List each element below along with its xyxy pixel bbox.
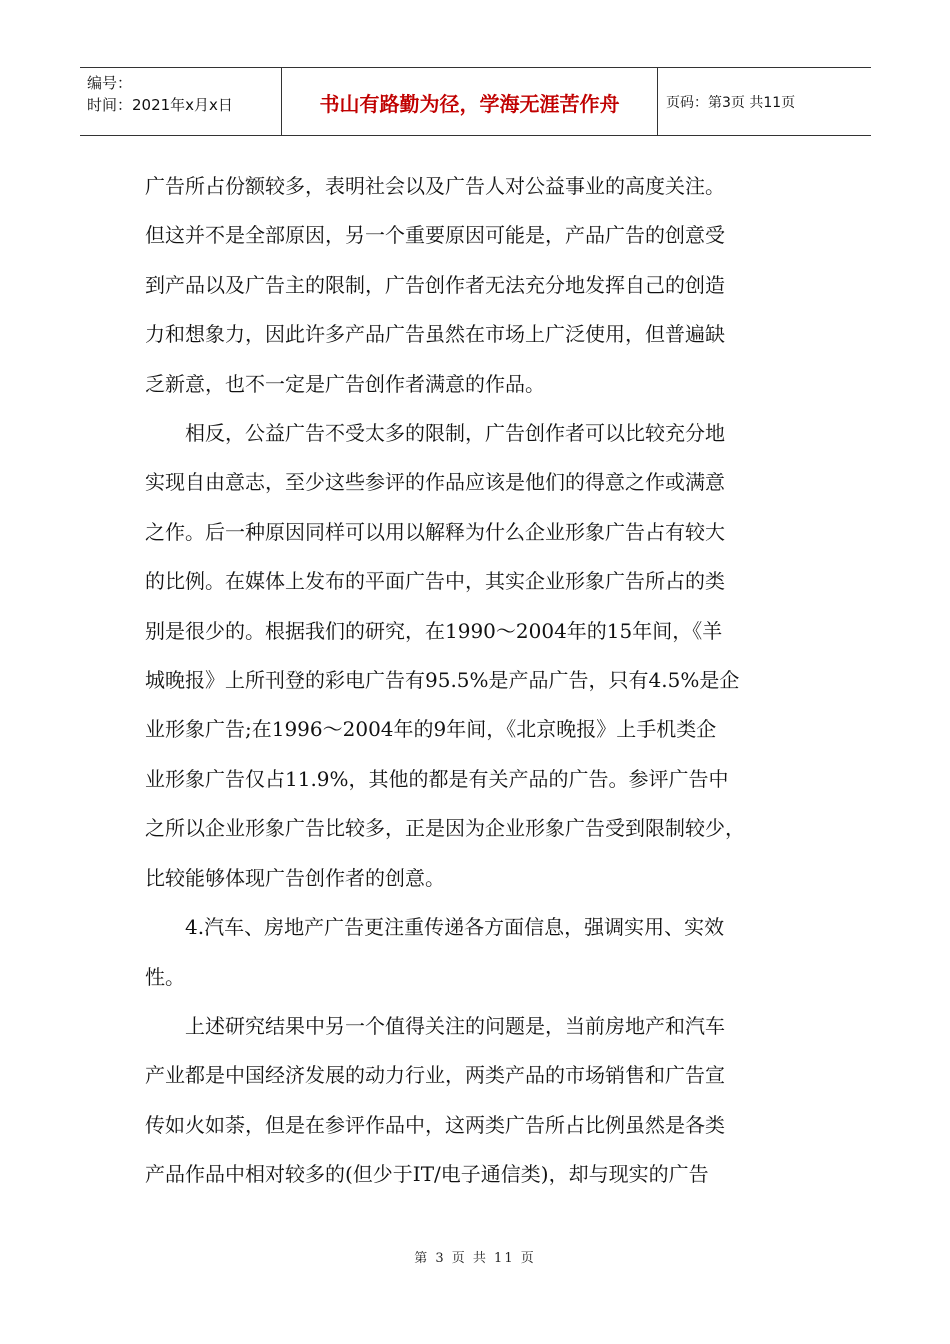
body-line: 比较能够体现广告创作者的创意。 bbox=[145, 865, 445, 890]
document-date-label: 时间：2021年x月x日 bbox=[87, 96, 233, 114]
body-line: 产品作品中相对较多的(但少于IT/电子通信类)，却与现实的广告 bbox=[145, 1162, 709, 1187]
header-meta bbox=[80, 68, 282, 135]
body-line: 但这并不是全部原因，另一个重要原因可能是，产品广告的创意受 bbox=[145, 223, 725, 248]
body-line: 的比例。在媒体上发布的平面广告中，其实企业形象广告所占的类 bbox=[145, 569, 725, 594]
header-motto: 书山有路勤为径，学海无涯苦作舟 bbox=[282, 68, 658, 135]
body-line: 相反，公益广告不受太多的限制，广告创作者可以比较充分地 bbox=[145, 421, 725, 446]
body-line: 上述研究结果中另一个值得关注的问题是，当前房地产和汽车 bbox=[145, 1013, 725, 1038]
header-page-number: 页码：第3页 共11页 bbox=[666, 94, 796, 111]
page-footer: 第 3 页 共 11 页 bbox=[414, 1251, 536, 1266]
document-body bbox=[145, 162, 805, 1200]
body-line: 乏新意，也不一定是广告创作者满意的作品。 bbox=[145, 371, 545, 396]
body-line: 传如火如荼，但是在参评作品中，这两类广告所占比例虽然是各类 bbox=[145, 1112, 725, 1137]
body-line: 广告所占份额较多，表明社会以及广告人对公益事业的高度关注。 bbox=[145, 174, 725, 198]
page-header bbox=[80, 67, 871, 136]
body-line: 业形象广告仅占11.9%，其他的都是有关产品的广告。参评广告中 bbox=[145, 766, 729, 791]
body-line: 业形象广告;在1996～2004年的9年间，《北京晚报》上手机类企 bbox=[145, 717, 717, 742]
body-line: 别是很少的。根据我们的研究，在1990～2004年的15年间，《羊 bbox=[145, 618, 723, 643]
body-line: 产业都是中国经济发展的动力行业，两类产品的市场销售和广告宣 bbox=[145, 1063, 725, 1088]
body-line: 到产品以及广告主的限制，广告创作者无法充分地发挥自己的创造 bbox=[145, 272, 725, 297]
body-line: 之所以企业形象广告比较多，正是因为企业形象广告受到限制较少， bbox=[145, 816, 745, 841]
body-line: 城晚报》上所刊登的彩电广告有95.5%是产品广告，只有4.5%是企 bbox=[145, 668, 740, 693]
body-line: 实现自由意志，至少这些参评的作品应该是他们的得意之作或满意 bbox=[145, 470, 725, 495]
document-number-label: 编号： bbox=[87, 74, 133, 92]
body-line: 之作。后一种原因同样可以用以解释为什么企业形象广告占有较大 bbox=[145, 519, 725, 544]
section-heading-line: 性。 bbox=[145, 964, 185, 989]
body-line: 力和想象力，因此许多产品广告虽然在市场上广泛使用，但普遍缺 bbox=[145, 322, 725, 347]
section-heading-line: 4.汽车、房地产广告更注重传递各方面信息，强调实用、实效 bbox=[145, 915, 725, 940]
